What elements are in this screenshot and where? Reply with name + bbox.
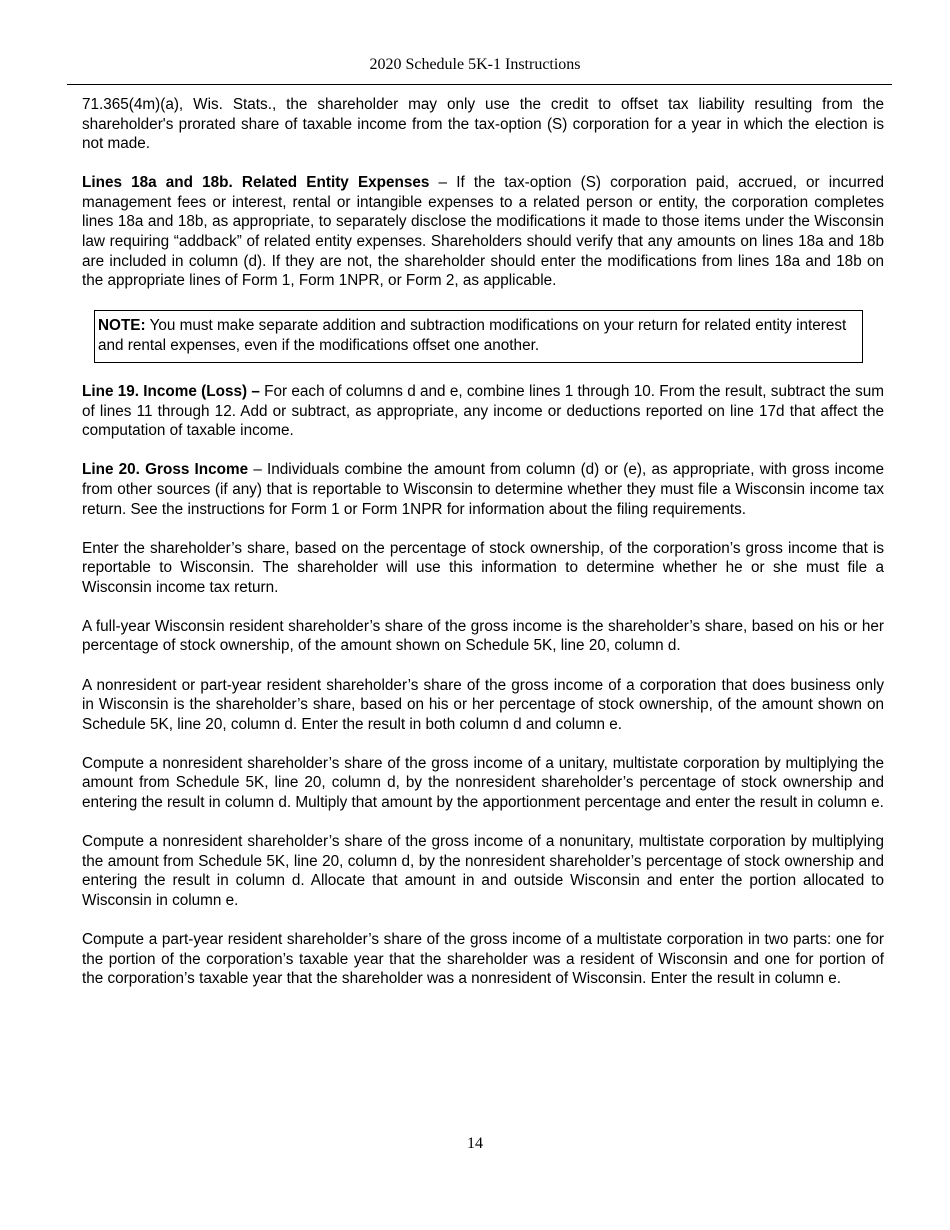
paragraph-line-19 (82, 382, 884, 441)
section-heading-line-20: Line 20. Gross Income (82, 461, 249, 479)
note-box (94, 310, 863, 362)
note-label: NOTE: (98, 317, 146, 335)
section-heading-line-19: Line 19. Income (Loss) – (82, 383, 260, 401)
paragraph-full-year-resident: A full-year Wisconsin resident shareholder’s share of the gross income is the shareholder’s share, based on his or her percentage of stock ownership, of the amount shown on Schedule 5K, line 20, column d. (82, 617, 884, 655)
paragraph-unitary-multistate: Compute a nonresident shareholder’s share of the gross income of a unitary, multistate corporation by multiplying the amount from Schedule 5K, line 20, column d, by the nonresident shareholder’s percentage of stock ownership and entering the result in column d. Multiply that amount by the apportionment percentage and enter the result in column e. (82, 754, 884, 812)
paragraph-credit-offset (82, 95, 884, 154)
header-divider (67, 84, 892, 85)
paragraph-text: – If the tax-option (S) corporation paid, accrued, or incurred management fees or interest, rental or intangible expenses to a related person or entity, the corporation completes lines 18a and 18b, as appropriate, to separately disclose the modifications it made to those items under the Wisconsin law requiring “addback” of related entity expenses. Shareholders should verify that any amounts on lines 18a and 18b are included in column (d). If they are not, the shareholder should enter the modifications from lines 18a and 18b on the appropriate lines of Form 1, Form 1NPR, or Form 2, as applicable. (82, 174, 885, 290)
paragraph-nonunitary-multistate: Compute a nonresident shareholder’s share of the gross income of a nonunitary, multistate corporation by multiplying the amount from Schedule 5K, line 20, column d, by the nonresident shareholder’s percentage of stock ownership and entering the result in column d. Allocate that amount in and outside Wisconsin and enter the portion allocated to Wisconsin in column e. (82, 833, 884, 909)
paragraph-nonresident-wisconsin-only: A nonresident or part-year resident shareholder’s share of the gross income of a corporation that does business only in Wisconsin is the shareholder’s share, based on his or her percentage of stock ownership, of the amount shown on Schedule 5K, line 20, column d. Enter the result in both column d and column e. (82, 676, 884, 733)
paragraph-text: – Individuals combine the amount from column (d) or (e), as appropriate, with gross income from other sources (if any) that is reportable to Wisconsin to determine whether they must file a Wisconsin income tax return. See the instructions for Form 1 or Form 1NPR for information about the filing requirements. (82, 461, 884, 518)
paragraph-part-year-resident: Compute a part-year resident shareholder’s share of the gross income of a multistate corporation in two parts: one for the portion of the corporation’s taxable year that the shareholder was a resident of Wisconsin and one for portion of the corporation’s taxable year that the shareholder was a nonresident of Wisconsin. Enter the result in column e. (82, 931, 884, 988)
paragraph-line-20 (82, 460, 884, 519)
page-header: 2020 Schedule 5K-1 Instructions (369, 56, 581, 73)
document-body (82, 95, 884, 1008)
page-number: 14 (467, 1135, 483, 1152)
paragraph-text: For each of columns d and e, combine lines 1 through 10. From the result, subtract the sum of lines 11 through 12. Add or subtract, as appropriate, any income or deductions reported on line 17d that affect the computation of taxable income. (82, 383, 884, 440)
paragraph-shareholder-share: Enter the shareholder’s share, based on the percentage of stock ownership, of the corporation’s gross income that is reportable to Wisconsin. The shareholder will use this information to determine whether he or she must file a Wisconsin income tax return. (82, 539, 884, 596)
paragraph-related-entity-expenses (82, 173, 884, 291)
note-text: You must make separate addition and subtraction modifications on your return for related entity interest and rental expenses, even if the modifications offset one another. (98, 317, 847, 354)
section-heading-lines-18a-18b: Lines 18a and 18b. Related Entity Expenses (82, 174, 430, 192)
paragraph-text: 71.365(4m)(a), Wis. Stats., the shareholder may only use the credit to offset tax liability resulting from the shareholder's prorated share of taxable income from the tax-option (S) corporation for a year in which the election is not made. (82, 96, 884, 153)
